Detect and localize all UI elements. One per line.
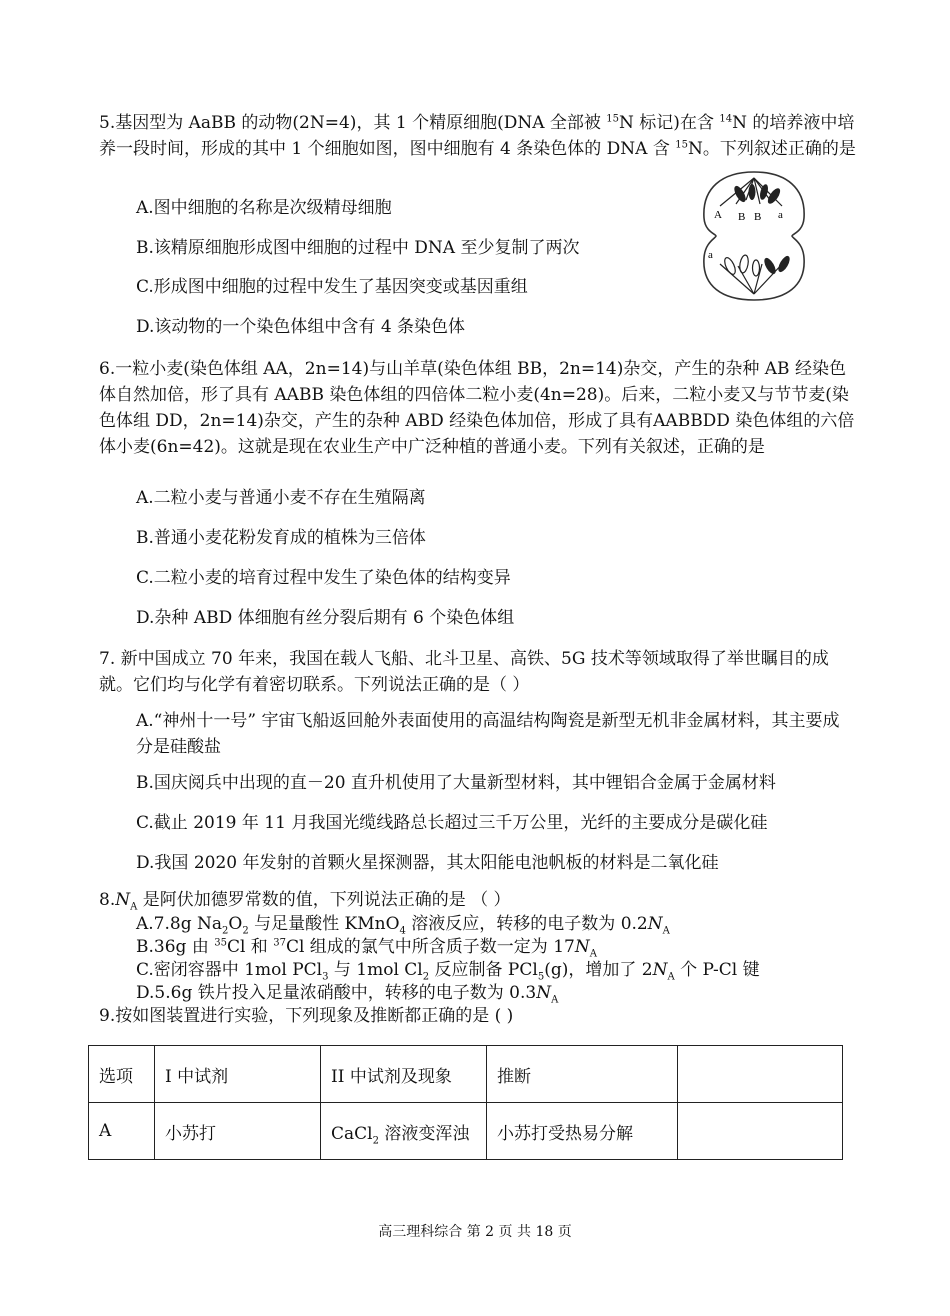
question-8-option-b: B.36g 由 $^{35}$Cl 和 $^{37}$Cl 组成的氯气中所含质子数一定为 $17N_A$: [136, 937, 597, 960]
figure-label-A: A: [714, 209, 722, 221]
table-cell: CaCl$_2$ 溶液变浑浊: [321, 1103, 487, 1160]
question-6-stem: 6.一粒小麦(染色体组 AA，2n=14)与山羊草(染色体组 BB，2n=14)杂交，产生的杂种 AB 经染色体自然加倍，形了具有 AABB 染色体组的四倍体二粒小麦(4n=28)。后来，二粒小麦又与节节麦(染色体组 DD，2n=14)杂交，产生的杂种 ABD 经染色体加倍，形成了具有AABBDD 染色体组的六倍体小麦(6n=42)。这就是现在农业生产中广泛种植的普通小麦。下列有关叙述，正确的是: [99, 359, 855, 457]
question-8-stem: $8.N_A$ 是阿伏加德罗常数的值，下列说法正确的是 （ ）: [99, 890, 511, 913]
figure-label-a-bottom: a: [708, 249, 713, 261]
table-header-cell: II 中试剂及现象: [321, 1046, 487, 1103]
question-7-stem: 7. 新中国成立 70 年来，我国在载人飞船、北斗卫星、高铁、5G 技术等领域取得了举世瞩目的成就。它们均与化学有着密切联系。下列说法正确的是（ ）: [99, 649, 829, 695]
question-9-table: [88, 1045, 843, 1160]
table-header-cell: [678, 1046, 843, 1103]
question-6-option-a: A.二粒小麦与普通小麦不存在生殖隔离: [136, 488, 426, 508]
table-header-cell: I 中试剂: [155, 1046, 321, 1103]
dividing-cell-figure: [700, 170, 808, 302]
table-header-cell: 选项: [89, 1046, 155, 1103]
table-cell: A: [89, 1103, 155, 1160]
question-5-option-b: B.该精原细胞形成图中细胞的过程中 DNA 至少复制了两次: [136, 238, 580, 258]
table-cell: [678, 1103, 843, 1160]
question-7-option-d: D.我国 2020 年发射的首颗火星探测器，其太阳能电池帆板的材料是二氧化硅: [136, 853, 719, 873]
question-5-option-a: A.图中细胞的名称是次级精母细胞: [136, 198, 392, 218]
question-6-option-d: D.杂种 ABD 体细胞有丝分裂后期有 6 个染色体组: [136, 608, 515, 628]
question-8-option-c: C.密闭容器中 1mol PCl$_3$ 与 1mol $Cl_2$ 反应制备 PCl$_5$(g)，增加了 $2N_A$ 个 P-Cl 键: [136, 960, 760, 983]
table-cell: 小苏打: [155, 1103, 321, 1160]
question-8-option-d: D.5.6g 铁片投入足量浓硝酸中，转移的电子数为 $0.3N_A$: [136, 983, 559, 1006]
question-5-stem: 5.基因型为 AaBB 的动物(2N=4)，其 1 个精原细胞(DNA 全部被 $^{15}$N 标记)在含 $^{14}$N 的培养液中培养一段时间，形成的其中 1 个细胞如图，图中细胞有 4 条染色体的 DNA 含 $^{15}$N。下列叙述正确的是: [99, 113, 856, 159]
question-7-option-a: A.“神州十一号” 宇宙飞船返回舱外表面使用的高温结构陶瓷是新型无机非金属材料，其主要成分是硅酸盐: [136, 711, 840, 757]
question-5-option-c: C.形成图中细胞的过程中发生了基因突变或基因重组: [136, 277, 528, 297]
question-9-stem: 9.按如图装置进行实验，下列现象及推断都正确的是 ( ): [99, 1006, 514, 1026]
figure-label-B2: B: [754, 211, 762, 223]
question-7-option-c: C.截止 2019 年 11 月我国光缆线路总长超过三千万公里，光纤的主要成分是碳化硅: [136, 813, 768, 833]
figure-label-a-top: a: [778, 209, 783, 221]
figure-label-B1: B: [738, 211, 746, 223]
question-8-option-a: A.7.8g $Na_2O_2$ 与足量酸性 KMnO$_4$ 溶液反应，转移的电子数为 $0.2N_A$: [136, 914, 670, 937]
question-6-option-c: C.二粒小麦的培育过程中发生了染色体的结构变异: [136, 568, 511, 588]
question-6-option-b: B.普通小麦花粉发育成的植株为三倍体: [136, 528, 426, 548]
question-5-option-d: D.该动物的一个染色体组中含有 4 条染色体: [136, 317, 466, 337]
table-row: [89, 1103, 843, 1160]
table-header-row: [89, 1046, 843, 1103]
table-cell: 小苏打受热易分解: [487, 1103, 678, 1160]
table-header-cell: 推断: [487, 1046, 678, 1103]
page-footer: 高三理科综合 第 2 页 共 18 页: [378, 1224, 572, 1240]
question-7-option-b: B.国庆阅兵中出现的直－20 直升机使用了大量新型材料，其中锂铝合金属于金属材料: [136, 773, 776, 793]
